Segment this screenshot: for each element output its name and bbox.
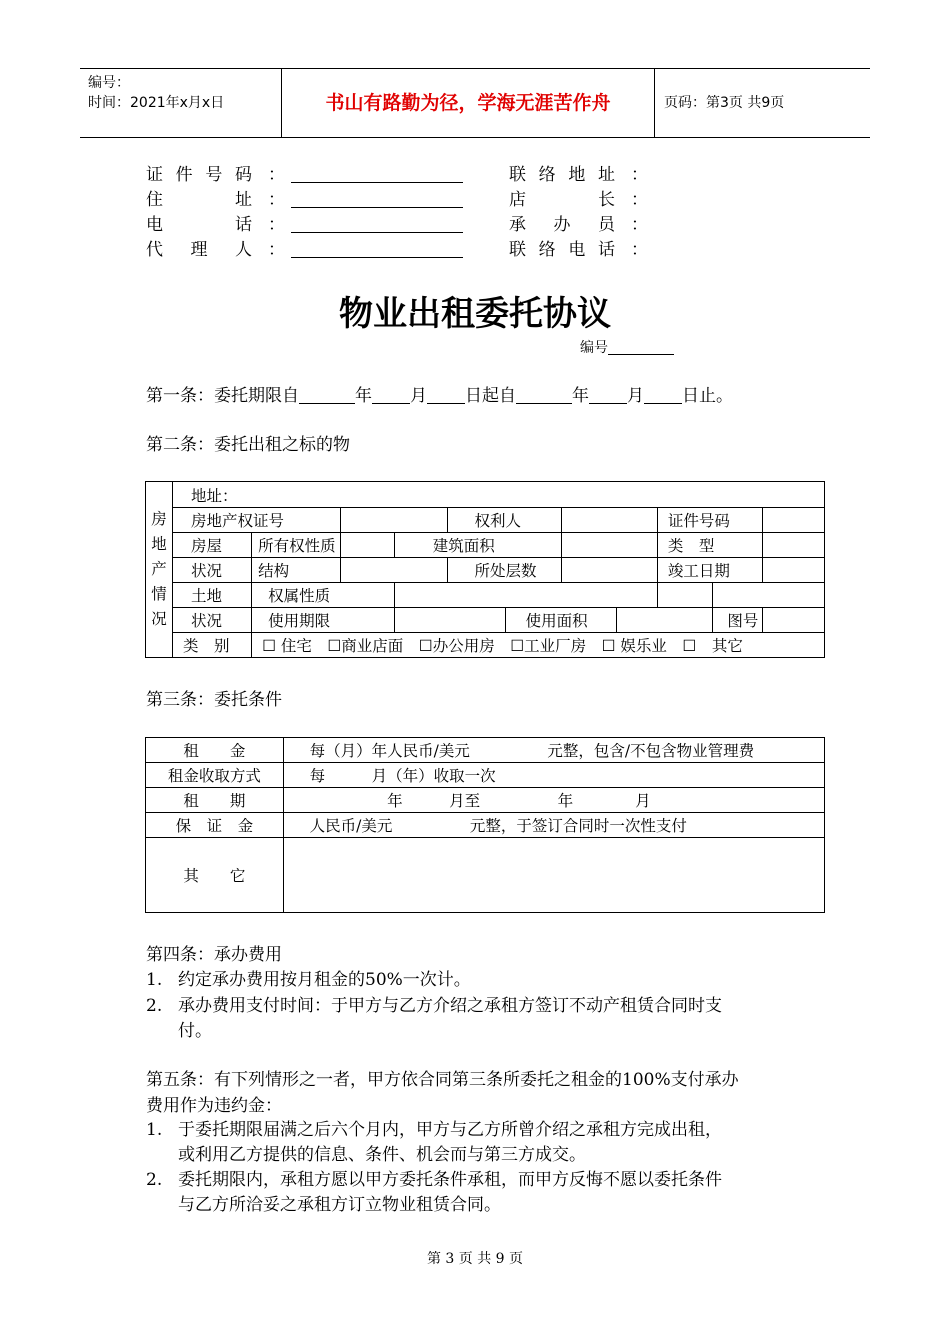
table-row — [146, 813, 825, 838]
empty-cell — [340, 508, 448, 533]
table-row — [146, 608, 825, 633]
empty-cell — [394, 583, 657, 608]
address-cell: 地址： — [173, 482, 825, 508]
table-row — [146, 633, 825, 658]
blank-line — [589, 389, 627, 404]
article-1-text: 日起自 — [465, 386, 516, 406]
empty-cell — [394, 608, 505, 633]
colon: ： — [268, 240, 285, 260]
article-5-line-2: 费用作为违约金： — [146, 1096, 282, 1116]
article-1-text: 月 — [627, 386, 644, 406]
info-label: 联络地址 — [509, 165, 615, 185]
table-row — [146, 533, 825, 558]
page-footer: 第 3 页 共 9 页 — [426, 1251, 524, 1267]
info-label: 证件号码 — [146, 165, 252, 185]
side-label — [146, 482, 173, 658]
article-1-text: 年 — [355, 386, 372, 406]
rent-label: 租 金 — [146, 738, 284, 763]
info-right-4 — [509, 235, 648, 260]
deposit-value: 人民币/美元 元整，于签订合同时一次性支付 — [283, 813, 824, 838]
blank-line — [427, 389, 465, 404]
empty-cell — [340, 533, 394, 558]
blank-line — [291, 191, 463, 208]
use-term-label: 使用期限 — [252, 608, 395, 633]
type-label: 类 型 — [657, 533, 763, 558]
done-date-label: 竣工日期 — [657, 558, 763, 583]
blank-line — [644, 389, 682, 404]
article-3-heading: 第三条：委托条件 — [146, 690, 282, 710]
article-5-item-1-cont: 或利用乙方提供的信息、条件、机会而与第三方成交。 — [178, 1145, 586, 1165]
info-label: 电话 — [146, 215, 252, 235]
blank-line — [608, 340, 674, 355]
table-row — [146, 763, 825, 788]
cert-label: 房地产权证号 — [173, 508, 341, 533]
info-row-4 — [146, 235, 463, 260]
table-row — [146, 788, 825, 813]
colon: ： — [631, 190, 648, 210]
item-text: 约定承办费用按月租金的50%一次计。 — [178, 970, 471, 990]
empty-cell — [657, 583, 713, 608]
info-label: 承办员 — [509, 215, 615, 235]
article-5-item-1 — [146, 1117, 722, 1143]
info-right-3 — [509, 210, 648, 235]
blank-line — [291, 241, 463, 258]
property-table — [145, 481, 825, 658]
category-label: 类 别 — [173, 633, 252, 658]
article-5-item-2-cont: 与乙方所洽妥之承租方订立物业租赁合同。 — [178, 1195, 501, 1215]
header-number-label: 编号： — [88, 75, 130, 91]
empty-cell — [763, 558, 825, 583]
map-no-label: 图号 — [713, 608, 763, 633]
land-label: 土地 — [173, 583, 252, 608]
side-char: 房 — [151, 510, 167, 528]
info-label: 联络电话 — [509, 240, 615, 260]
item-text: 承办费用支付时间：于甲方与乙方介绍之承租方签订不动产租赁合同时支 — [178, 996, 722, 1016]
colon: ： — [631, 240, 648, 260]
article-1 — [146, 383, 733, 409]
side-char: 地 — [151, 535, 167, 553]
document-title: 物业出租委托协议 — [339, 294, 611, 334]
info-row-1 — [146, 160, 463, 185]
empty-cell — [562, 508, 658, 533]
header-motto: 书山有路勤为径，学海无涯苦作舟 — [282, 69, 655, 137]
article-4-item-2 — [146, 993, 722, 1019]
empty-cell — [340, 558, 448, 583]
empty-cell — [617, 608, 713, 633]
table-row — [146, 482, 825, 508]
blank-line — [299, 389, 355, 404]
info-label: 代理人 — [146, 240, 252, 260]
doc-number — [580, 337, 674, 357]
article-1-text: 年 — [572, 386, 589, 406]
house-label: 房屋 — [173, 533, 252, 558]
build-area-label: 建筑面积 — [394, 533, 562, 558]
article-5-item-2 — [146, 1167, 722, 1193]
info-label: 店长 — [509, 190, 615, 210]
id-no-label: 证件号码 — [657, 508, 763, 533]
article-1-text: 月 — [410, 386, 427, 406]
info-right-1 — [509, 160, 648, 185]
status2-label: 状况 — [173, 608, 252, 633]
structure-label: 结构 — [252, 558, 341, 583]
colon: ： — [268, 165, 285, 185]
item-text: 委托期限内，承租方愿以甲方委托条件承租，而甲方反悔不愿以委托条件 — [178, 1170, 722, 1190]
header-meta — [80, 69, 282, 137]
side-char: 况 — [151, 610, 167, 628]
info-row-2 — [146, 185, 463, 210]
table-row — [146, 838, 825, 913]
use-area-label: 使用面积 — [505, 608, 617, 633]
article-4-item-2-cont: 付。 — [178, 1021, 212, 1041]
item-number: 2. — [146, 996, 163, 1016]
term-value: 年 月至 年 月 — [283, 788, 824, 813]
blank-line — [516, 389, 572, 404]
item-number: 1. — [146, 1120, 163, 1140]
empty-cell — [763, 508, 825, 533]
table-row — [146, 558, 825, 583]
article-4-heading: 第四条：承办费用 — [146, 945, 282, 965]
empty-cell — [763, 608, 825, 633]
header-time-label: 时间：2021年x月x日 — [88, 95, 225, 111]
article-2-heading: 第二条：委托出租之标的物 — [146, 435, 350, 455]
collect-label: 租金收取方式 — [146, 763, 284, 788]
empty-cell — [562, 533, 658, 558]
colon: ： — [268, 215, 285, 235]
land-prop-label: 权属性质 — [252, 583, 395, 608]
page-header — [80, 68, 870, 138]
ownership-label: 所有权性质 — [252, 533, 341, 558]
colon: ： — [268, 190, 285, 210]
table-row — [146, 508, 825, 533]
info-label: 住址 — [146, 190, 252, 210]
article-5-line-1: 第五条：有下列情形之一者，甲方依合同第三条所委托之租金的100%支付承办 — [146, 1070, 739, 1090]
blank-line — [372, 389, 410, 404]
side-char: 情 — [151, 585, 167, 603]
empty-cell — [562, 558, 658, 583]
rent-value: 每（月）年人民币/美元 元整，包含/不包含物业管理费 — [283, 738, 824, 763]
colon: ： — [631, 165, 648, 185]
other-label: 其 它 — [146, 838, 284, 913]
info-row-3 — [146, 210, 463, 235]
collect-value: 每 月（年）收取一次 — [283, 763, 824, 788]
article-4-item-1 — [146, 967, 471, 993]
table-row — [146, 738, 825, 763]
header-page-label: 页码：第3页 共9页 — [664, 95, 785, 111]
empty-cell — [763, 533, 825, 558]
item-number: 2. — [146, 1170, 163, 1190]
item-text: 于委托期限届满之后六个月内，甲方与乙方所曾介绍之承租方完成出租， — [178, 1120, 722, 1140]
article-1-text: 日止。 — [682, 386, 733, 406]
deposit-label: 保 证 金 — [146, 813, 284, 838]
floor-label: 所处层数 — [448, 558, 562, 583]
item-number: 1. — [146, 970, 163, 990]
category-options: ☐ 住宅 ☐商业店面 ☐办公用房 ☐工业厂房 ☐ 娱乐业 ☐ 其它 — [252, 633, 825, 658]
other-value — [283, 838, 824, 913]
side-char: 产 — [151, 560, 167, 578]
conditions-table — [145, 737, 825, 913]
article-1-text: 第一条：委托期限自 — [146, 386, 299, 406]
owner-label: 权利人 — [448, 508, 562, 533]
status-label: 状况 — [173, 558, 252, 583]
blank-line — [291, 216, 463, 233]
term-label: 租 期 — [146, 788, 284, 813]
info-right-2 — [509, 185, 648, 210]
empty-cell — [713, 583, 825, 608]
doc-number-label: 编号 — [580, 340, 608, 356]
colon: ： — [631, 215, 648, 235]
blank-line — [291, 166, 463, 183]
table-row — [146, 583, 825, 608]
